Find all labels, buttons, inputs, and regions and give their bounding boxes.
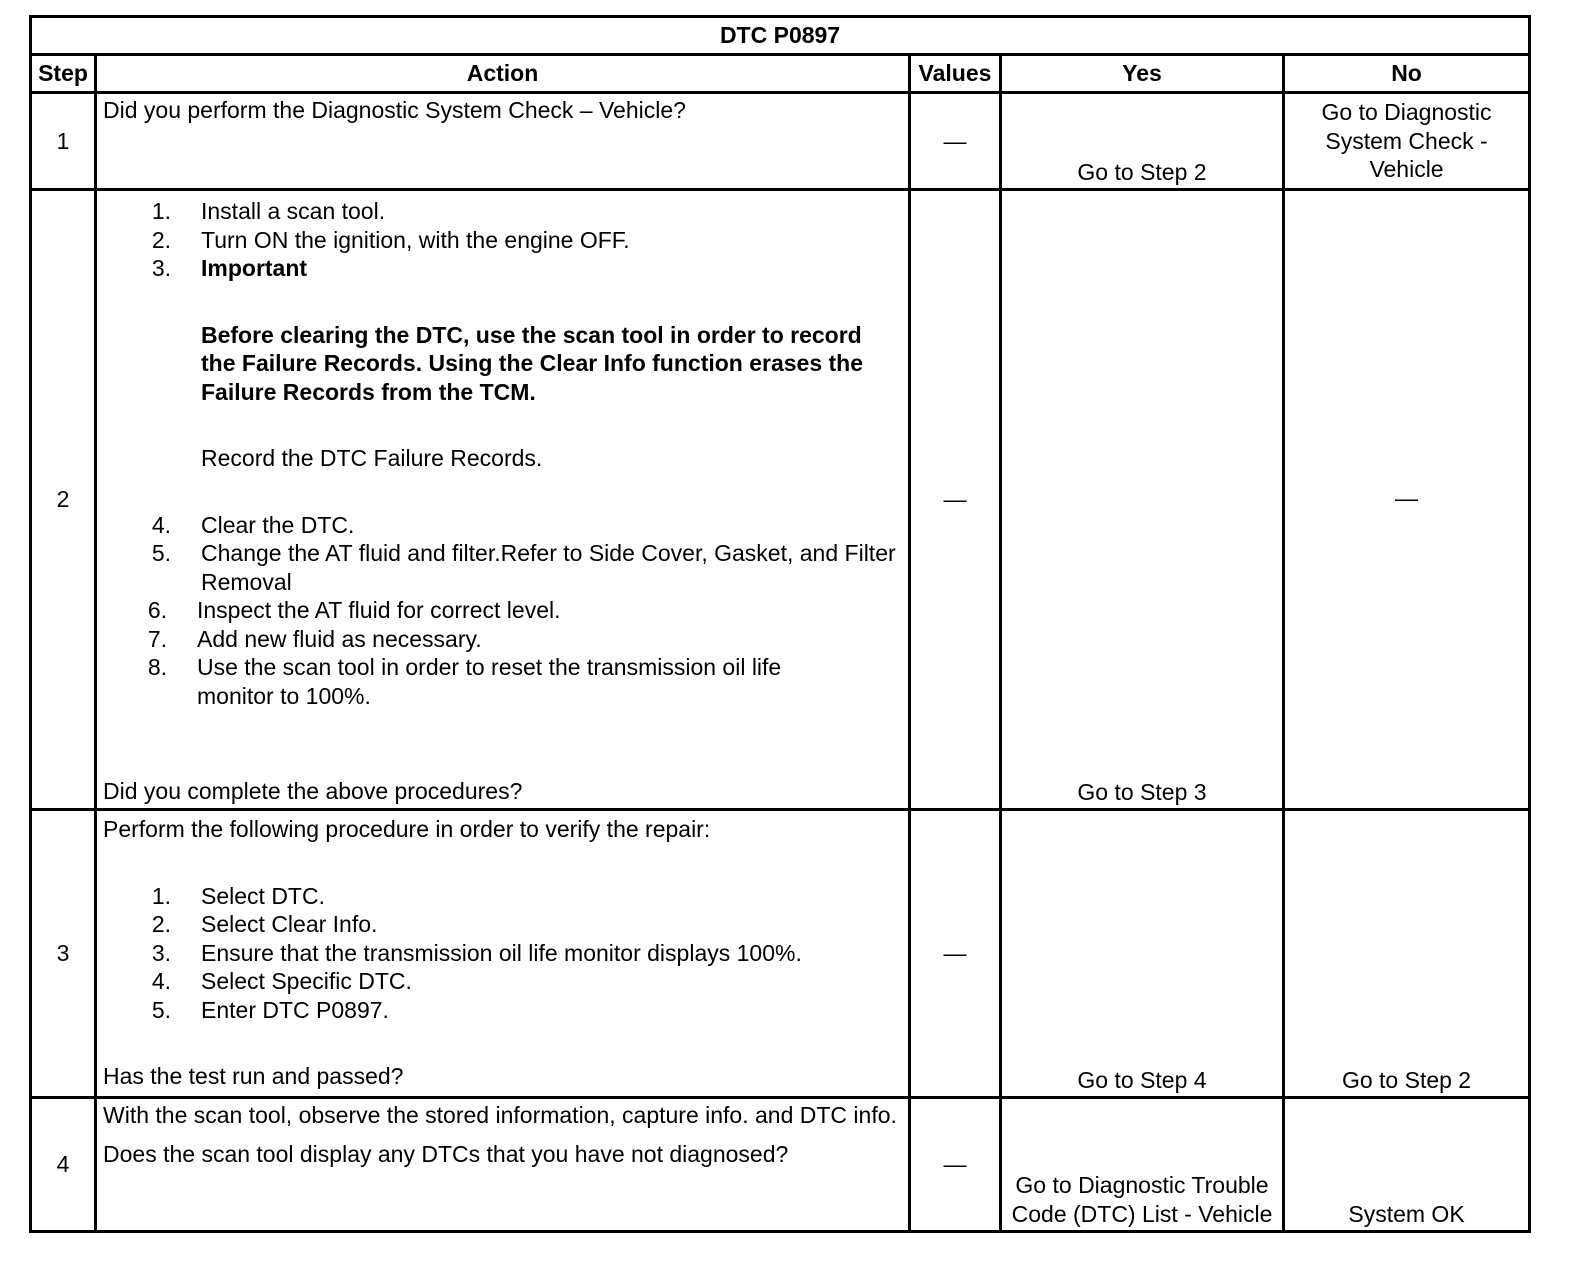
list-item: 4. Clear the DTC. — [151, 511, 355, 538]
list-item: 5. Change the AT fluid and filter.Refer to Side Cover, Gasket, and Filter Removal — [151, 540, 896, 595]
action-text: Did you perform the Diagnostic System Check – Vehicle? — [103, 97, 686, 123]
list-item: 1. Install a scan tool. — [151, 198, 386, 224]
record-note: Record the DTC Failure Records. — [201, 445, 543, 471]
header-action: Action — [96, 55, 910, 93]
action-cell — [96, 93, 910, 190]
list-item: 7. Add new fluid as necessary. — [147, 625, 482, 652]
list-item: 2. Select Clear Info. — [151, 911, 378, 937]
yes-cell: Go to Step 4 — [1001, 810, 1284, 1098]
table-row — [31, 810, 1530, 1098]
step-number: 4 — [31, 1098, 96, 1232]
values-cell: — — [910, 93, 1001, 190]
header-values: Values — [910, 55, 1001, 93]
action-question: Did you complete the above procedures? — [103, 778, 523, 804]
yes-cell: Go to Step 2 — [1001, 93, 1284, 190]
header-no: No — [1284, 55, 1530, 93]
no-cell: System OK — [1284, 1098, 1530, 1232]
list-item: 5. Enter DTC P0897. — [151, 996, 389, 1023]
action-text: With the scan tool, observe the stored information, capture info. and DTC info. — [103, 1102, 897, 1128]
no-cell: Go to Step 2 — [1284, 810, 1530, 1098]
procedure-list — [103, 511, 902, 711]
header-step: Step — [31, 55, 96, 93]
action-text: Perform the following procedure in order to verify the repair: — [103, 816, 711, 842]
procedure-list — [103, 197, 902, 283]
yes-cell: Go to Step 3 — [1001, 190, 1284, 810]
table-row — [31, 93, 1530, 190]
list-item: 6. Inspect the AT fluid for correct level. — [147, 597, 561, 623]
step-number: 2 — [31, 190, 96, 810]
action-cell — [96, 810, 910, 1098]
list-item: 8. Use the scan tool in order to reset the transmission oil life monitor to 100%. — [147, 654, 782, 709]
diagnostic-table — [29, 15, 1531, 1233]
action-cell — [96, 1098, 910, 1232]
list-item: 2. Turn ON the ignition, with the engine OFF. — [151, 226, 630, 253]
values-cell: — — [910, 1098, 1001, 1232]
action-cell — [96, 190, 910, 810]
values-cell: — — [910, 810, 1001, 1098]
action-question: Does the scan tool display any DTCs that you have not diagnosed? — [103, 1140, 789, 1167]
list-item: 4. Select Specific DTC. — [151, 968, 412, 994]
procedure-list — [103, 882, 902, 1025]
list-item: 3. Important — [151, 255, 308, 281]
values-cell: — — [910, 190, 1001, 810]
yes-cell: Go to Diagnostic Trouble Code (DTC) List - Vehicle — [1001, 1098, 1284, 1232]
table-row — [31, 190, 1530, 810]
table-title: DTC P0897 — [31, 17, 1530, 55]
step-number: 1 — [31, 93, 96, 190]
list-item: 3. Ensure that the transmission oil life monitor displays 100%. — [151, 939, 802, 966]
important-note: Before clearing the DTC, use the scan tool in order to record the Failure Records. Using the Clear Info function erases the Failure Records from the TCM. — [201, 321, 864, 405]
step-number: 3 — [31, 810, 96, 1098]
action-question: Has the test run and passed? — [103, 1063, 404, 1089]
list-item: 1. Select DTC. — [151, 882, 325, 909]
no-cell: Go to Diagnostic System Check - Vehicle — [1284, 93, 1530, 190]
header-yes: Yes — [1001, 55, 1284, 93]
table-row — [31, 1098, 1530, 1232]
no-cell: — — [1284, 190, 1530, 810]
